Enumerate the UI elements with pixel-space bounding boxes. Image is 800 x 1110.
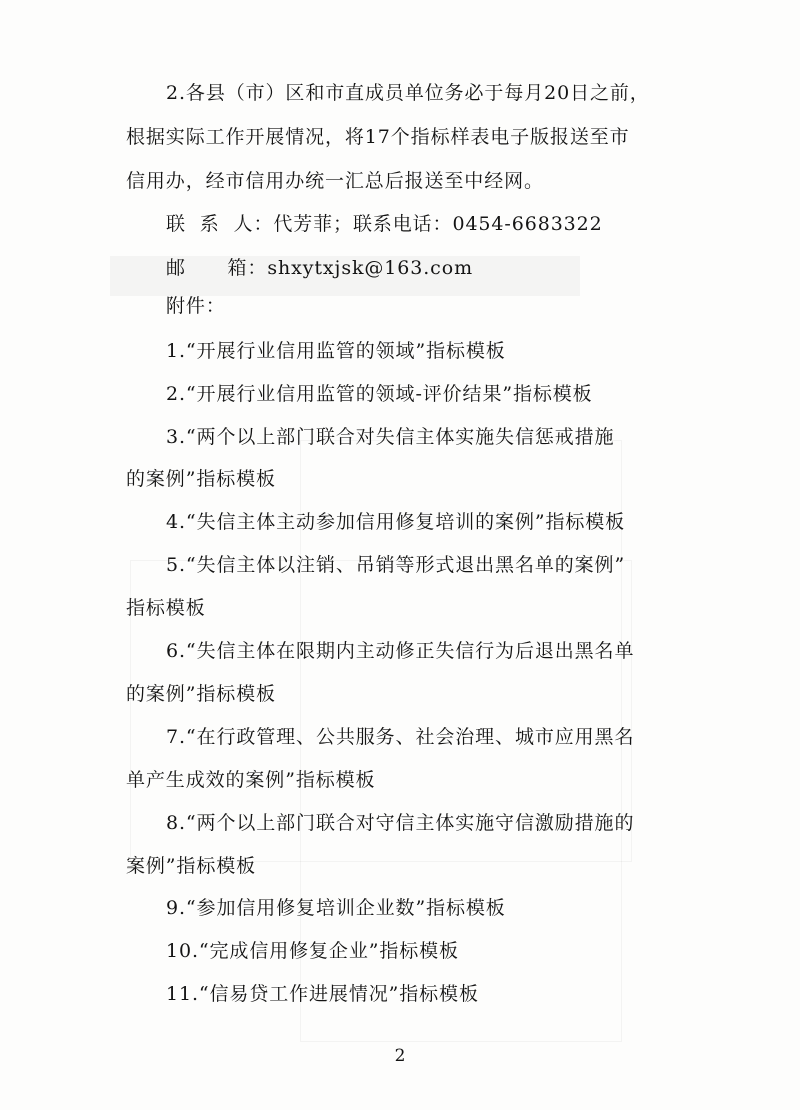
attachment-line: 的案例”指标模板	[126, 468, 276, 490]
attachment-line: 8.“两个以上部门联合对守信主体实施守信激励措施的	[166, 812, 635, 834]
attachment-line: 7.“在行政管理、公共服务、社会治理、城市应用黑名	[166, 726, 635, 748]
attachment-line: 10.“完成信用修复企业”指标模板	[166, 940, 459, 962]
attachment-line: 9.“参加信用修复培训企业数”指标模板	[166, 897, 506, 919]
paragraph-line-1: 2.各县（市）区和市直成员单位务必于每月20日之前，	[166, 82, 650, 104]
attachment-line: 指标模板	[126, 597, 206, 619]
attachment-line: 6.“失信主体在限期内主动修正失信行为后退出黑名单	[166, 640, 635, 662]
attachment-line: 单产生成效的案例”指标模板	[126, 769, 376, 791]
attachment-line: 1.“开展行业信用监管的领域”指标模板	[166, 340, 506, 362]
contact-email-line: 邮 箱：shxytxjsk@163.com	[166, 257, 473, 279]
attachment-line: 3.“两个以上部门联合对失信主体实施失信惩戒措施	[166, 426, 615, 448]
attachment-line: 2.“开展行业信用监管的领域-评价结果”指标模板	[166, 383, 593, 405]
paragraph-line-3: 信用办，经市信用办统一汇总后报送至中经网。	[126, 170, 544, 192]
attachment-line: 案例”指标模板	[126, 855, 257, 877]
contact-person-line: 联 系 人：代芳菲；联系电话：0454-6683322	[166, 213, 603, 235]
attachment-line: 的案例”指标模板	[126, 683, 276, 705]
attachment-line: 5.“失信主体以注销、吊销等形式退出黑名单的案例”	[166, 554, 626, 576]
attachment-line: 4.“失信主体主动参加信用修复培训的案例”指标模板	[166, 511, 626, 533]
paragraph-line-2: 根据实际工作开展情况，将17个指标样表电子版报送至市	[126, 126, 630, 148]
page-number: 2	[394, 1046, 406, 1066]
attachment-line: 11.“信易贷工作进展情况”指标模板	[166, 983, 479, 1005]
attachments-heading: 附件：	[166, 295, 226, 317]
